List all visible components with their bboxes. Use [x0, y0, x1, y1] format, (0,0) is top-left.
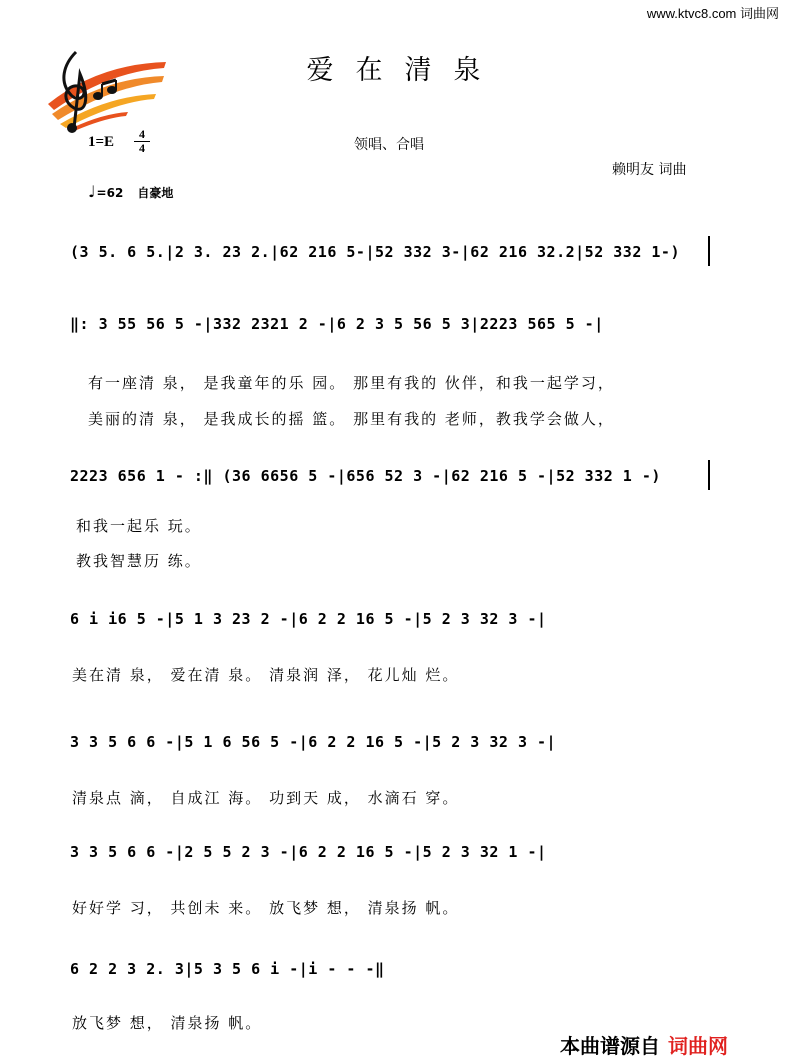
- lyrics-verse-1a: 有一座清 泉， 是我童年的乐 园。 那里有我的 伙伴，和我一起学习，: [88, 374, 615, 392]
- lyrics-verse-1b: 美丽的清 泉， 是我成长的摇 篮。 那里有我的 老师，教我学会做人，: [88, 410, 615, 428]
- lyrics-verse-2b: 教我智慧历 练。: [76, 552, 202, 570]
- score-line-verse-2: 2223 656 1 - :‖ (36 6656 5 -|656 52 3 -|62 216 5 -|52 332 1 -): [70, 467, 661, 485]
- score-line-chorus-1: 6 i i6 5 -|5 1 3 23 2 -|6 2 2 16 5 -|5 2 3 32 3 -|: [70, 610, 547, 628]
- tempo-marking: [88, 182, 173, 201]
- lyrics-ending: 放飞梦 想， 清泉扬 帆。: [72, 1014, 263, 1032]
- lyrics-chorus-3: 好好学 习， 共创未 来。 放飞梦 想， 清泉扬 帆。: [72, 899, 460, 917]
- score-line-verse-1: ‖: 3 55 56 5 -|332 2321 2 -|6 2 3 5 56 5 3|2223 565 5 -|: [70, 315, 604, 333]
- source-credit[interactable]: [560, 1030, 728, 1059]
- expression-marking: 自豪地: [137, 186, 174, 200]
- composer-credit: 赖明友 词曲: [612, 162, 687, 178]
- barline: [708, 236, 710, 266]
- score-line-chorus-3: 3 3 5 6 6 -|2 5 5 2 3 -|6 2 2 16 5 -|5 2 3 32 1 -|: [70, 843, 547, 861]
- lyrics-chorus-2: 清泉点 滴， 自成江 海。 功到天 成， 水滴石 穿。: [72, 789, 460, 807]
- performance-type: 领唱、合唱: [354, 137, 424, 153]
- barline: [708, 460, 710, 490]
- site-watermark[interactable]: www.ktvc8.com 词曲网: [646, 6, 779, 21]
- score-line-intro: (3 5. 6 5.|2 3. 23 2.|62 216 5-|52 332 3-|62 216 32.2|52 332 1-): [70, 243, 680, 261]
- score-line-chorus-2: 3 3 5 6 6 -|5 1 6 56 5 -|6 2 2 16 5 -|5 2 3 32 3 -|: [70, 733, 557, 751]
- time-signature: [134, 128, 150, 155]
- lyrics-verse-2a: 和我一起乐 玩。: [76, 517, 202, 535]
- tempo-value: =62: [96, 186, 124, 200]
- source-brand[interactable]: 词曲网: [668, 1034, 728, 1058]
- time-signature-bottom: 4: [134, 141, 150, 155]
- score-line-ending: 6 2 2 3 2. 3|5 3 5 6 i -|i - - -‖: [70, 960, 385, 978]
- quarter-note-icon: ♩: [88, 182, 96, 201]
- source-label: 本曲谱源自: [560, 1034, 660, 1058]
- lyrics-chorus-1: 美在清 泉， 爱在清 泉。 清泉润 泽， 花儿灿 烂。: [72, 666, 460, 684]
- song-title: 爱在清泉: [306, 55, 503, 86]
- time-signature-top: 4: [139, 127, 145, 141]
- key-signature: 1=E: [88, 134, 115, 150]
